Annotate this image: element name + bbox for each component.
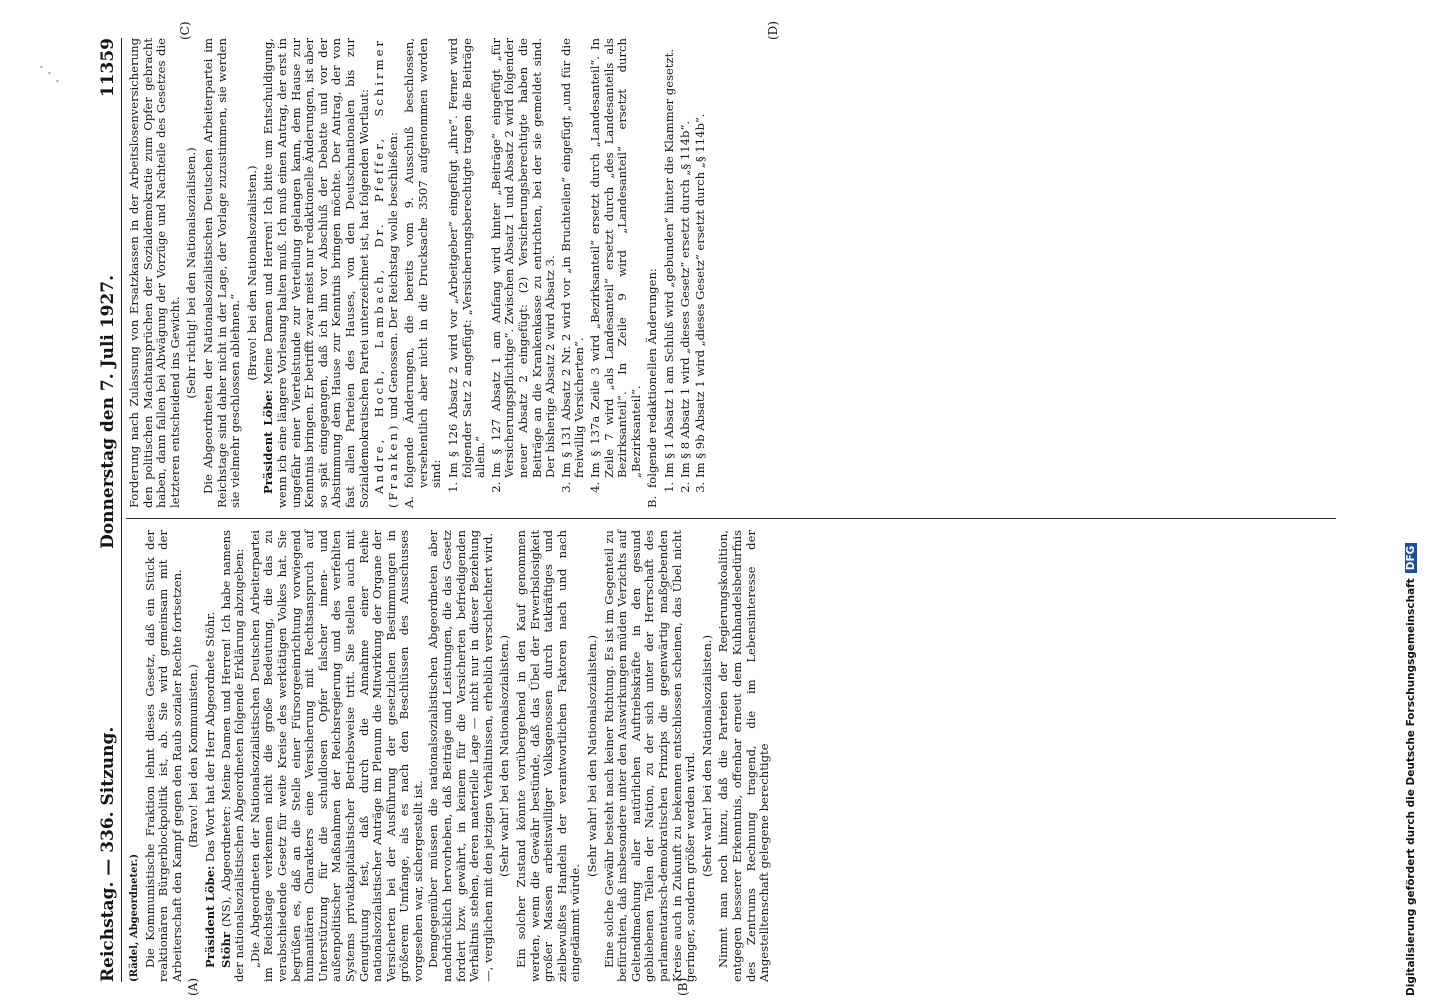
rotated-page	[66, 20, 1356, 1000]
column-divider	[126, 518, 1336, 519]
list-item: 2. Im § 127 Absatz 1 am Anfang wird hinter „Beiträge“ eingefügt „für Versicherungspflichtige“. Zwischen Absatz 1 und Absatz 2 wird folgender neuer Absatz 2 eingefügt: (2) Versicherungsberechtigte haben die Beiträge an die Krankenkasse zu entrichten, bei der sie gemeldet sind. Der bisherige Absatz 2 wird Absatz 3.	[490, 38, 558, 478]
reaction: (Bravo! bei den Nationalsozialisten.)	[244, 165, 259, 381]
quote-paragraph: Nimmt man noch hinzu, daß die Parteien der Regierungskoalition, entgegen besserer Erkenntnis, offenbar erneut dem Kuhhandelsbedürfnis des Zentrums Rechnung tragend, die im Lebensinteresse der Angestelltenschaft gelegene berechtigte	[716, 530, 772, 982]
right-column	[128, 38, 710, 508]
section-intro: folgende redaktionellen Änderungen:	[645, 268, 660, 488]
paragraph	[373, 38, 400, 508]
reaction: (Sehr richtig! bei den Nationalsozialisten.)	[184, 147, 199, 399]
quote-paragraph: Demgegenüber müssen die nationalsozialistischen Abgeordneten aber nachdrücklich hervorheben, daß Beiträge und Leistungen, die das Gesetz fordert bzw. gewährt, in keinem für die Versicherten befriedigenden Verhältnis stehen, deren materielle Lage — nicht nur in dieser Beziehung —, verglichen mit den jetzigen Verhältnissen, erheblich verschlechtert wird.	[426, 530, 495, 982]
speaker-name: Stöhr	[218, 932, 233, 968]
reaction: (Sehr wahr! bei den Nationalsozialisten.)	[497, 634, 512, 878]
list-item: 1. Im § 126 Absatz 2 wird vor „Arbeitgeber“ eingefügt „ihre“. Ferner wird folgender Satz 2 angefügt: „Versicherungsberechtigte tragen die Beiträge allein.“	[447, 38, 488, 478]
speech-text: Das Wort hat der Herr Abgeordnete Stöhr.	[202, 611, 217, 863]
section-label: B.	[645, 495, 660, 508]
section-intro: folgende Änderungen, die bereits vom 9. Ausschuß beschlossen, versehentlich aber nicht in die Drucksache 3507 aufgenommen worden sind:	[402, 38, 444, 488]
quote-paragraph: Ein solcher Zustand könnte vorübergehend in den Kauf genommen werden, wenn die Gewähr bestünde, daß das Übel der Erwerbslosigkeit großer Massen arbeitswilliger Volksgenossen durch tatkräftiges und zielbewußtes Handeln der verantwortlichen Faktoren nach und nach eingedämmt würde.	[514, 530, 583, 982]
reaction: (Sehr wahr! bei den Nationalsozialisten.)	[585, 634, 599, 878]
quote-paragraph: Forderung nach Zulassung von Ersatzkassen in der Arbeitslosenversicherung den politischen Machtansprüchen der Sozialdemokratie zum Opfer gebracht haben, dann fallen bei Abwägung der Vorzüge und Nachteile des Gesetzes die letzteren entscheidend ins Gewicht.	[127, 38, 182, 508]
quote-paragraph: „Die Abgeordneten der Nationalsozialistischen Deutschen Arbeiterpartei im Reichstage verkennen nicht die große Bedeutung, die das zu verabschiedende Gesetz für weite Kreise des werktätigen Volkes hat. Sie begrüßen es, daß an die Stelle einer Fürsorgeeinrichtung vorwiegend humanitären Charakters eine Versicherung mit Rechtsanspruch auf Unterstützung für die schuldlosen Opfer falscher innen- und außenpolitischer Maßnahmen der Reichsregierung und des verfehlten Systems privatkapitalistischer Betriebsweise tritt. Sie stellen auch mit Genugtuung fest, daß durch die Annahme einer Reihe nationalsozialistischer Anträge im Plenum die Mitwirkung der Organe der Versicherten bei der Ausführung der gesetzlichen Bestimmungen in größerem Umfange, als es nach den Beschlüssen des Ausschusses vorgesehen war, sichergestellt ist.	[247, 530, 425, 982]
speech-text: und Genossen. Der Reichstag wolle beschließen:	[385, 132, 400, 419]
paragraph	[204, 530, 218, 982]
dfg-side-note	[1405, 0, 1417, 996]
margin-letter-a: (A)	[186, 977, 200, 996]
reaction: (Sehr wahr! bei den Nationalsozialisten.)	[699, 634, 714, 878]
margin-letter-d: (D)	[766, 21, 780, 40]
left-column	[128, 530, 774, 982]
section-a-list	[447, 38, 643, 508]
signatories: Andre, Hoch, Lambach, Dr. Pfeffer, Schirmer (Franken)	[372, 38, 400, 508]
list-item: 4. Im § 137a Zeile 3 wird „Bezirksanteil“ ersetzt durch „Landesanteil“. In Zeile 7 wird „als Landesanteil“ ersetzt durch „des Landesanteils als Bezirksanteil“. In Zeile 9 wird „Landesanteil“ ersetzt durch „Bezirksanteil“.	[589, 38, 643, 478]
header-left: Reichstag. — 336. Sitzung.	[98, 726, 118, 982]
header-center: Donnerstag den 7. Juli 1927.	[98, 274, 118, 549]
list-item: 1. Im § 1 Absatz 1 am Schluß wird „gebunden“ hinter die Klammer gesetzt.	[663, 38, 677, 478]
paragraph	[262, 38, 371, 508]
paragraph	[220, 530, 247, 982]
dfg-badge: DFG	[1405, 543, 1417, 574]
margin-letter-b: (B)	[676, 977, 690, 996]
list-item: 2. Im § 8 Absatz 1 wird „dieses Gesetz“ ersetzt durch „§ 114b“.	[679, 38, 693, 478]
quote-paragraph: Die Abgeordneten der Nationalsozialistischen Deutschen Arbeiterpartei im Reichstage sind daher nicht in der Lage, der Vorlage zuzustimmen, sie werden sie vielmehr geschlossen ablehnen.“	[200, 38, 243, 508]
paragraph: Die Kommunistische Fraktion lehnt dieses Gesetz, daß ein Stück der reaktionären Bürgerblockpolitik ist, ab. Sie wird gemeinsam mit der Arbeiterschaft den Kampf gegen den Raub sozialer Rechte fortsetzen.	[142, 530, 184, 982]
section-b-list	[663, 38, 708, 508]
scan-speck	[48, 72, 51, 74]
list-item: 3. Im § 131 Absatz 2 Nr. 2 wird vor „in Bruchteilen“ eingefügt „und für die freiwillig Versicherten“.	[560, 38, 587, 478]
margin-letter-c: (C)	[178, 21, 192, 40]
page-number: 11359	[98, 38, 118, 98]
page-header	[92, 38, 122, 982]
speech-text: (NS), Abgeordneter: Meine Damen und Herren! Ich habe namens der nationalsozialistischen Abgeordneten folgende Erklärung abzugeben:	[218, 529, 247, 982]
speaker-name: Präsident Löbe:	[261, 390, 276, 494]
section-a	[403, 38, 444, 508]
speech-text: Meine Damen und Herren! Ich bitte um Entschuldigung, wenn ich eine längere Vorlesung halten muß. Ich muß einen Antrag, der erst in ungefähr einer Viertelstunde zur Verteilung gelangen kann, dem Hause zur Kenntnis bringen. Er betrifft zwar meist nur redaktionelle Änderungen, ist aber so spät eingegangen, daß ich ihn vor Abschluß der Debatte und vor der Abstimmung dem Hause zur Kenntnis bringen möchte. Der Antrag, der von fast allen Parteien des Hauses, von den Deutschnationalen bis zur Sozialdemokratischen Partei unterzeichnet ist, hat folgenden Wortlaut:	[261, 38, 371, 508]
side-note-text: Digitalisierung gefördert durch die Deutsche Forschungsgemeinschaft	[1405, 578, 1417, 996]
section-label: A.	[402, 495, 417, 508]
speaker-tag: (Rädel, Abgeordneter.)	[129, 853, 140, 982]
scan-speck	[40, 66, 43, 68]
speaker-name: Präsident Löbe:	[202, 865, 217, 968]
scan-speck	[56, 80, 59, 82]
section-b	[646, 38, 660, 508]
quote-paragraph: Eine solche Gewähr besteht nach keiner Richtung. Es ist im Gegenteil zu befürchten, daß insbesondere unter den Auswirkungen müden Verzichts auf Geltendmachung aller natürlichen Auftriebskräfte in den gesund gebliebenen Teilen der Nation, zu der sich unter der Herrschaft des parlamentarisch-demokratischen Prinzips die gegenwärtig maßgebenden Kreise auch in Zukunft zu bekennen entschlossen scheinen, das Übel nicht geringer, sondern größer werden wird.	[601, 530, 698, 982]
reaction: (Bravo! bei den Kommunisten.)	[186, 664, 201, 848]
list-item: 3. Im § 9b Absatz 1 wird „dieses Gesetz“ ersetzt durch „§ 114b“.	[694, 38, 708, 478]
